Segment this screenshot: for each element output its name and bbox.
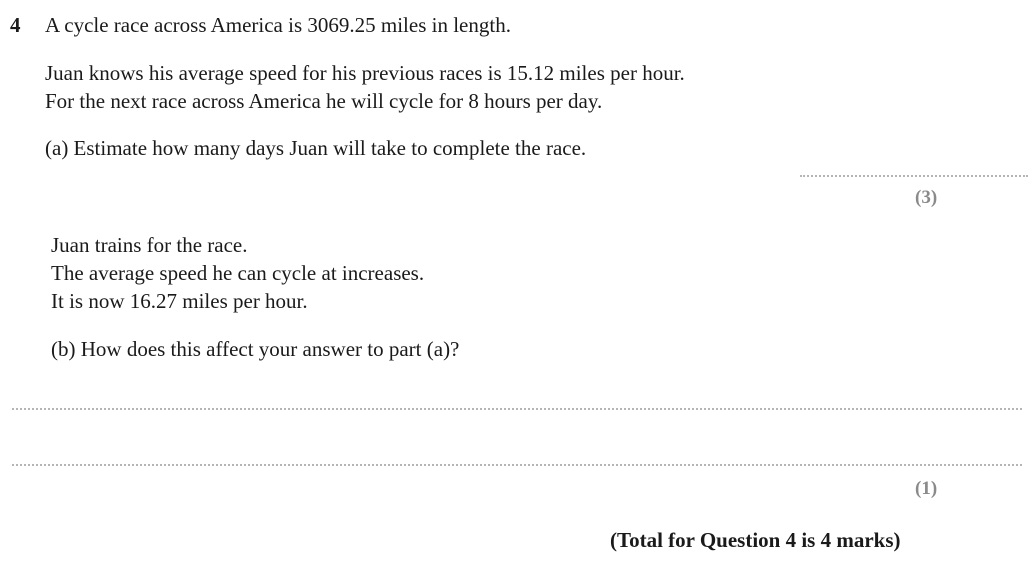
part-b-answer-line-2[interactable] [12,464,1022,466]
training-line-2: The average speed he can cycle at increases. [51,261,425,285]
part-a-prompt: (a) Estimate how many days Juan will take to complete the race. [45,136,587,160]
part-b-answer-line-1[interactable] [12,408,1022,410]
part-b-marks: (1) [915,478,938,499]
training-line-1: Juan trains for the race. [51,233,248,257]
context-line-2: For the next race across America he will cycle for 8 hours per day. [45,89,603,113]
training-line-3: It is now 16.27 miles per hour. [51,289,308,313]
context-line-1: Juan knows his average speed for his previous races is 15.12 miles per hour. [45,61,685,85]
part-b-prompt: (b) How does this affect your answer to part (a)? [51,337,460,361]
question-number: 4 [10,13,21,37]
part-a-answer-line[interactable] [800,175,1028,177]
part-a-marks: (3) [915,187,938,208]
question-intro: A cycle race across America is 3069.25 miles in length. [45,13,511,37]
question-total: (Total for Question 4 is 4 marks) [610,528,901,552]
